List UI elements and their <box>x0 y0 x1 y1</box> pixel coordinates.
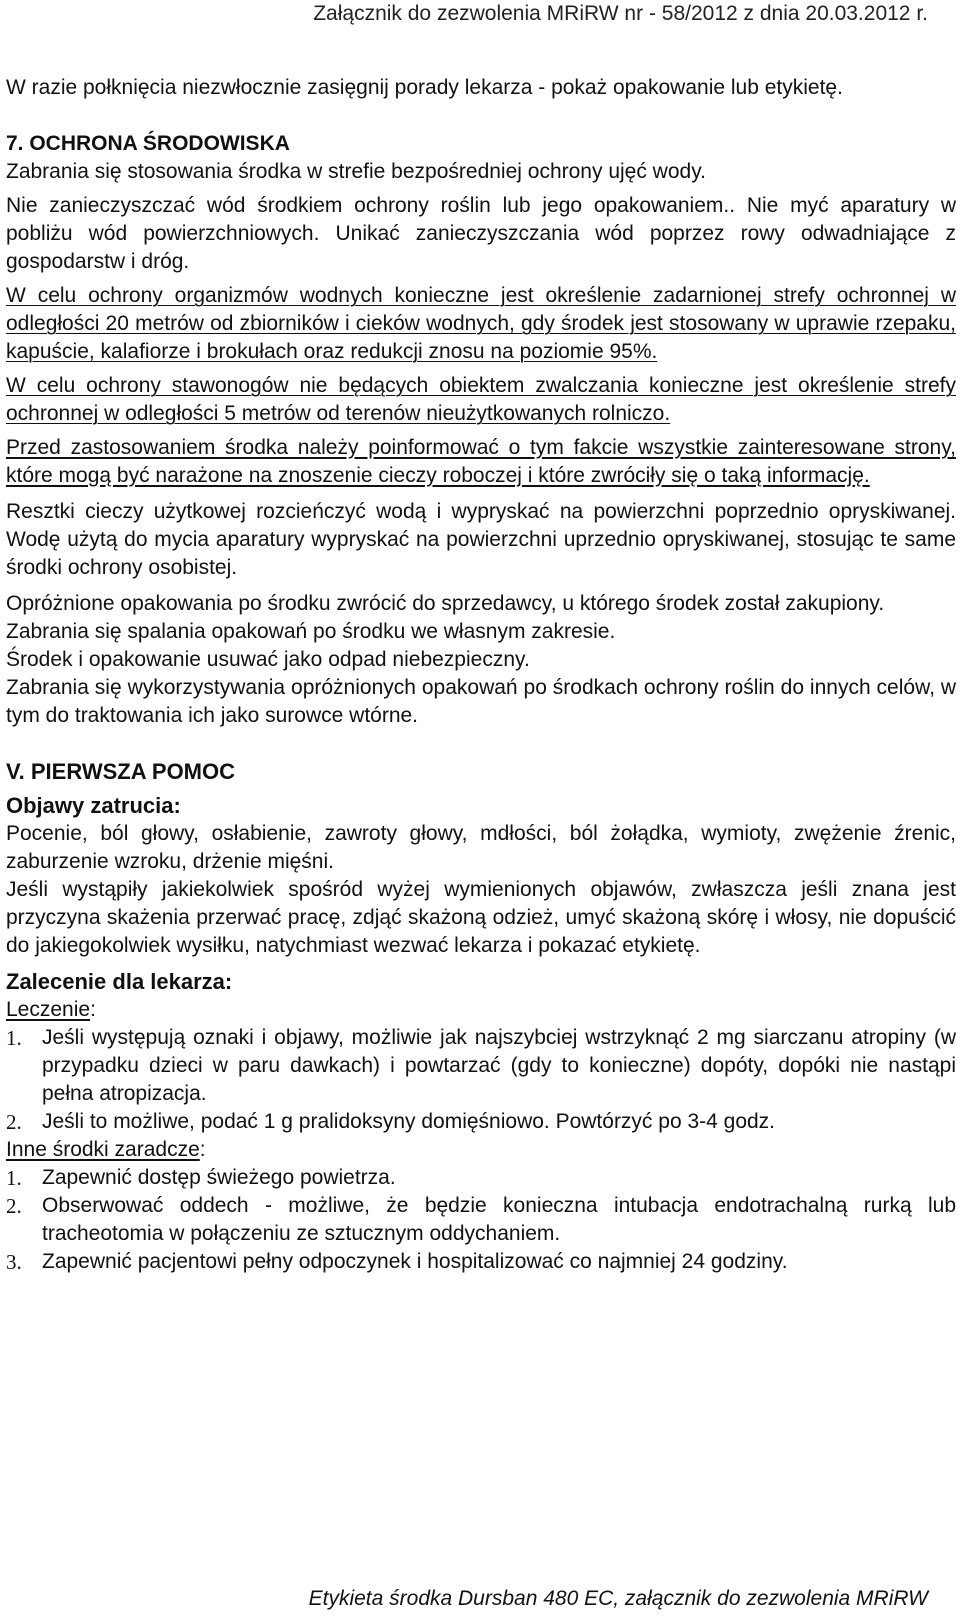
treatment-label: Leczenie <box>6 998 91 1021</box>
section-7-paragraph-8: Zabrania się spalania opakowań po środku we własnym zakresie. <box>6 620 616 643</box>
section-7-paragraph-4: W celu ochrony stawonogów nie będących obiektem zwalczania konieczne jest określenie strefy ochronnej w odległości 5 metrów od terenów nieużytkowanych rolniczo. <box>6 374 956 425</box>
list-item-text: Obserwować oddech - możliwe, że będzie konieczna intubacja endotrachalną rurką lub tracheotomia w połączeniu ze sztucznym oddychaniem. <box>42 1194 956 1245</box>
section-7-paragraph-7: Opróżnione opakowania po środku zwrócić do sprzedawcy, u którego środek został zakupiony. <box>6 592 885 615</box>
list-item-number: 1. <box>6 1166 22 1190</box>
section-7-paragraph-9: Środek i opakowanie usuwać jako odpad niebezpieczny. <box>6 648 530 671</box>
treatment-list <box>6 1024 956 1136</box>
list-item-number: 1. <box>6 1026 22 1050</box>
list-item-number: 3. <box>6 1250 22 1274</box>
list-item-text: Zapewnić pacjentowi pełny odpoczynek i hospitalizować co najmniej 24 godziny. <box>42 1250 788 1273</box>
page-footer: Etykieta środka Dursban 480 EC, załącznik do zezwolenia MRiRW <box>308 1587 928 1610</box>
section-7-paragraph-10: Zabrania się wykorzystywania opróżnionych opakowań po środkach ochrony roślin do innych celów, w tym do traktowania ich jako surowce wtórne. <box>6 676 956 727</box>
list-item-number: 2. <box>6 1194 22 1218</box>
other-measures-label-colon: : <box>199 1138 206 1161</box>
other-measures-label: Inne środki zaradcze <box>6 1138 200 1161</box>
list-item-text: Jeśli to możliwe, podać 1 g pralidoksyny domięśniowo. Powtórzyć po 3-4 godz. <box>42 1110 776 1133</box>
symptoms-text: Pocenie, ból głowy, osłabienie, zawroty głowy, mdłości, ból żołądka, wymioty, zwężenie źrenic, zaburzenie wzroku, drżenie mięśni. <box>6 822 956 873</box>
list-item <box>6 1164 956 1192</box>
first-aid-actions: Jeśli wystąpiły jakiekolwiek spośród wyżej wymienionych objawów, zwłaszcza jeśli znana jest przyczyna skażenia przerwać pracę, zdjąć skażoną odzież, umyć skażoną skórę i włosy, nie dopuścić do jakiegokolwiek wysiłku, natychmiast wezwać lekarza i pokazać etykietę. <box>6 878 956 957</box>
other-measures-label-line <box>6 1136 956 1164</box>
page-header: Załącznik do zezwolenia MRiRW nr - 58/2012 z dnia 20.03.2012 r. <box>313 2 928 25</box>
swallow-instruction: W razie połknięcia niezwłocznie zasięgnij porady lekarza - pokaż opakowanie lub etykietę. <box>6 76 843 99</box>
list-item-text: Zapewnić dostęp świeżego powietrza. <box>42 1166 396 1189</box>
section-7-paragraph-2: Nie zanieczyszczać wód środkiem ochrony roślin lub jego opakowaniem.. Nie myć aparatury w pobliżu wód powierzchniowych. Unikać zanieczyszczania wód poprzez rowy odwadniające z gospodarstw i dróg. <box>6 194 956 273</box>
section-7-title: 7. OCHRONA ŚRODOWISKA <box>6 132 290 155</box>
other-measures-list <box>6 1164 956 1276</box>
list-item-text: Jeśli występują oznaki i objawy, możliwie jak najszybciej wstrzyknąć 2 mg siarczanu atropiny (w przypadku dzieci w paru dawkach) i powtarzać (gdy to konieczne) dopóty, dopóki nie nastąpi pełna atropizacja. <box>42 1026 956 1105</box>
list-item-number: 2. <box>6 1110 22 1134</box>
section-v-title: V. PIERWSZA POMOC <box>6 759 236 784</box>
list-item <box>6 1192 956 1248</box>
doctor-heading: Zalecenie dla lekarza: <box>6 969 233 994</box>
section-7-paragraph-6: Resztki cieczy użytkowej rozcieńczyć wodą i wypryskać na powierzchni poprzednio opryskiwanej. Wodę użytą do mycia aparatury wypryskać na powierzchni uprzednio opryskiwanej, stosując te same środki ochrony osobistej. <box>6 500 956 579</box>
section-7-paragraph-5: Przed zastosowaniem środka należy poinformować o tym fakcie wszystkie zainteresowane strony, które mogą być narażone na znoszenie cieczy roboczej i które zwróciły się o taką informację. <box>6 436 956 487</box>
section-7-paragraph-3: W celu ochrony organizmów wodnych konieczne jest określenie zadarnionej strefy ochronnej w odległości 20 metrów od zbiorników i cieków wodnych, gdy środek jest stosowany w uprawie rzepaku, kapuście, kalafiorze i brokułach oraz redukcji znosu na poziomie 95%. <box>6 284 956 363</box>
section-7-paragraph-1: Zabrania się stosowania środka w strefie bezpośredniej ochrony ujęć wody. <box>6 160 706 183</box>
treatment-label-colon: : <box>90 998 96 1021</box>
symptoms-heading: Objawy zatrucia: <box>6 793 181 818</box>
document-body <box>6 74 956 1276</box>
list-item <box>6 1248 956 1276</box>
list-item <box>6 1024 956 1108</box>
treatment-label-line <box>6 996 956 1024</box>
list-item <box>6 1108 956 1136</box>
